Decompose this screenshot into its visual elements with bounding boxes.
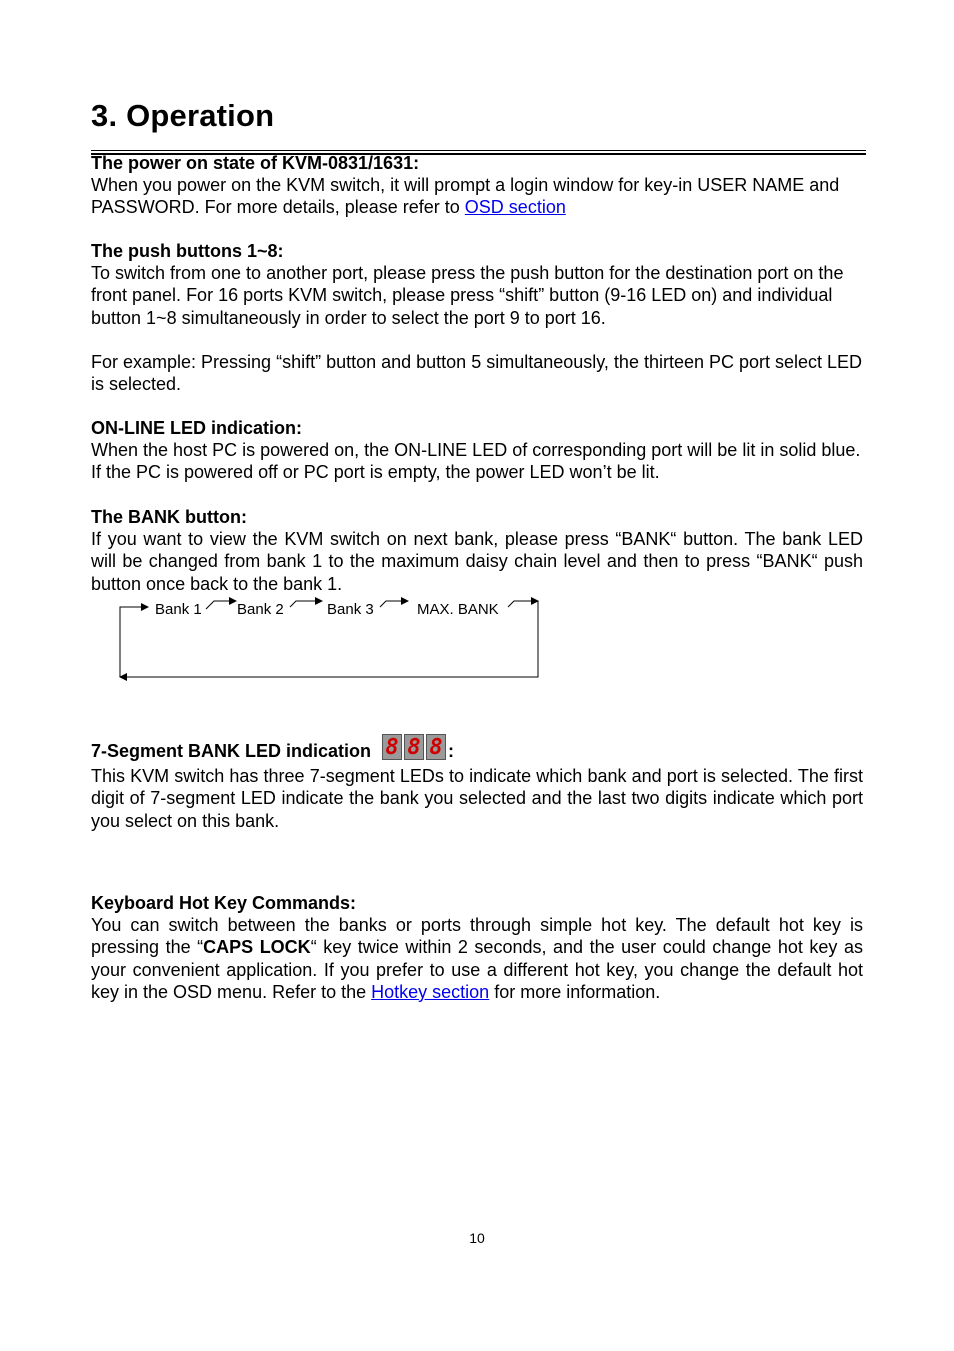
page-title: 3. Operation	[91, 98, 275, 133]
section-example: For example: Pressing “shift” button and button 5 simultaneously, the thirteen PC port select LED is selected.	[91, 351, 863, 395]
title-rule	[91, 150, 866, 151]
section-heading: The BANK button:	[91, 507, 247, 527]
bank-label-3: Bank 3	[327, 601, 374, 618]
caps-lock-key: CAPS LOCK	[203, 937, 311, 958]
section-bank-button	[91, 506, 863, 595]
section-heading: 7-Segment BANK LED indication 8 8 8 :	[91, 734, 863, 765]
section-power-on	[91, 152, 863, 219]
section-body: When you power on the KVM switch, it will prompt a login window for key-in USER NAME and PASSWORD. For more details, please refer to OSD section	[91, 175, 840, 218]
hotkey-section-link[interactable]: Hotkey section	[371, 981, 490, 1002]
section-body: To switch from one to another port, please press the push button for the destination port on the front panel. For 16 ports KVM switch, please press “shift” button (9-16 LED on) and individual button 1~8 simultaneously in order to select the port 9 to port 16.	[91, 263, 844, 328]
section-online-led	[91, 417, 863, 484]
section-body: You can switch between the banks or ports through simple hot key. The default hot key is pressing the “CAPS LOCK“ key twice within 2 seconds, and the user could change hot key as your convenient application. If you prefer to use a different hot key, you change the default hot key in the OSD menu. Refer to the Hotkey section for more information.	[91, 915, 863, 1002]
section-push-buttons	[91, 240, 863, 395]
section-heading: The push buttons 1~8:	[91, 241, 284, 261]
osd-section-link[interactable]: OSD section	[464, 197, 566, 218]
bank-cycle-diagram	[110, 595, 550, 685]
section-heading: ON-LINE LED indication:	[91, 418, 302, 438]
bank-label-max: MAX. BANK	[417, 601, 499, 618]
section-heading: Keyboard Hot Key Commands:	[91, 893, 357, 913]
section-heading: The power on state of KVM-0831/1631:	[91, 153, 420, 173]
section-hotkey	[91, 892, 863, 1003]
section-body: If you want to view the KVM switch on next bank, please press “BANK“ button. The bank LED will be changed from bank 1 to the maximum daisy chain level and then to press “BANK“ push button once back to the bank 1.	[91, 529, 863, 594]
section-body: This KVM switch has three 7-segment LEDs to indicate which bank and port is selected. The first digit of 7-segment LED indicate the bank you selected and the last two digits indicate which port you select on this bank.	[91, 766, 863, 831]
page-number: 10	[469, 1230, 485, 1246]
section-7segment	[91, 734, 863, 832]
bank-label-1: Bank 1	[155, 601, 202, 618]
section-body: When the host PC is powered on, the ON-LINE LED of corresponding port will be lit in solid blue. If the PC is powered off or PC port is empty, the power LED won’t be lit.	[91, 440, 861, 483]
bank-label-2: Bank 2	[237, 601, 284, 618]
seven-segment-led-icon: 8 8 8	[382, 734, 448, 765]
